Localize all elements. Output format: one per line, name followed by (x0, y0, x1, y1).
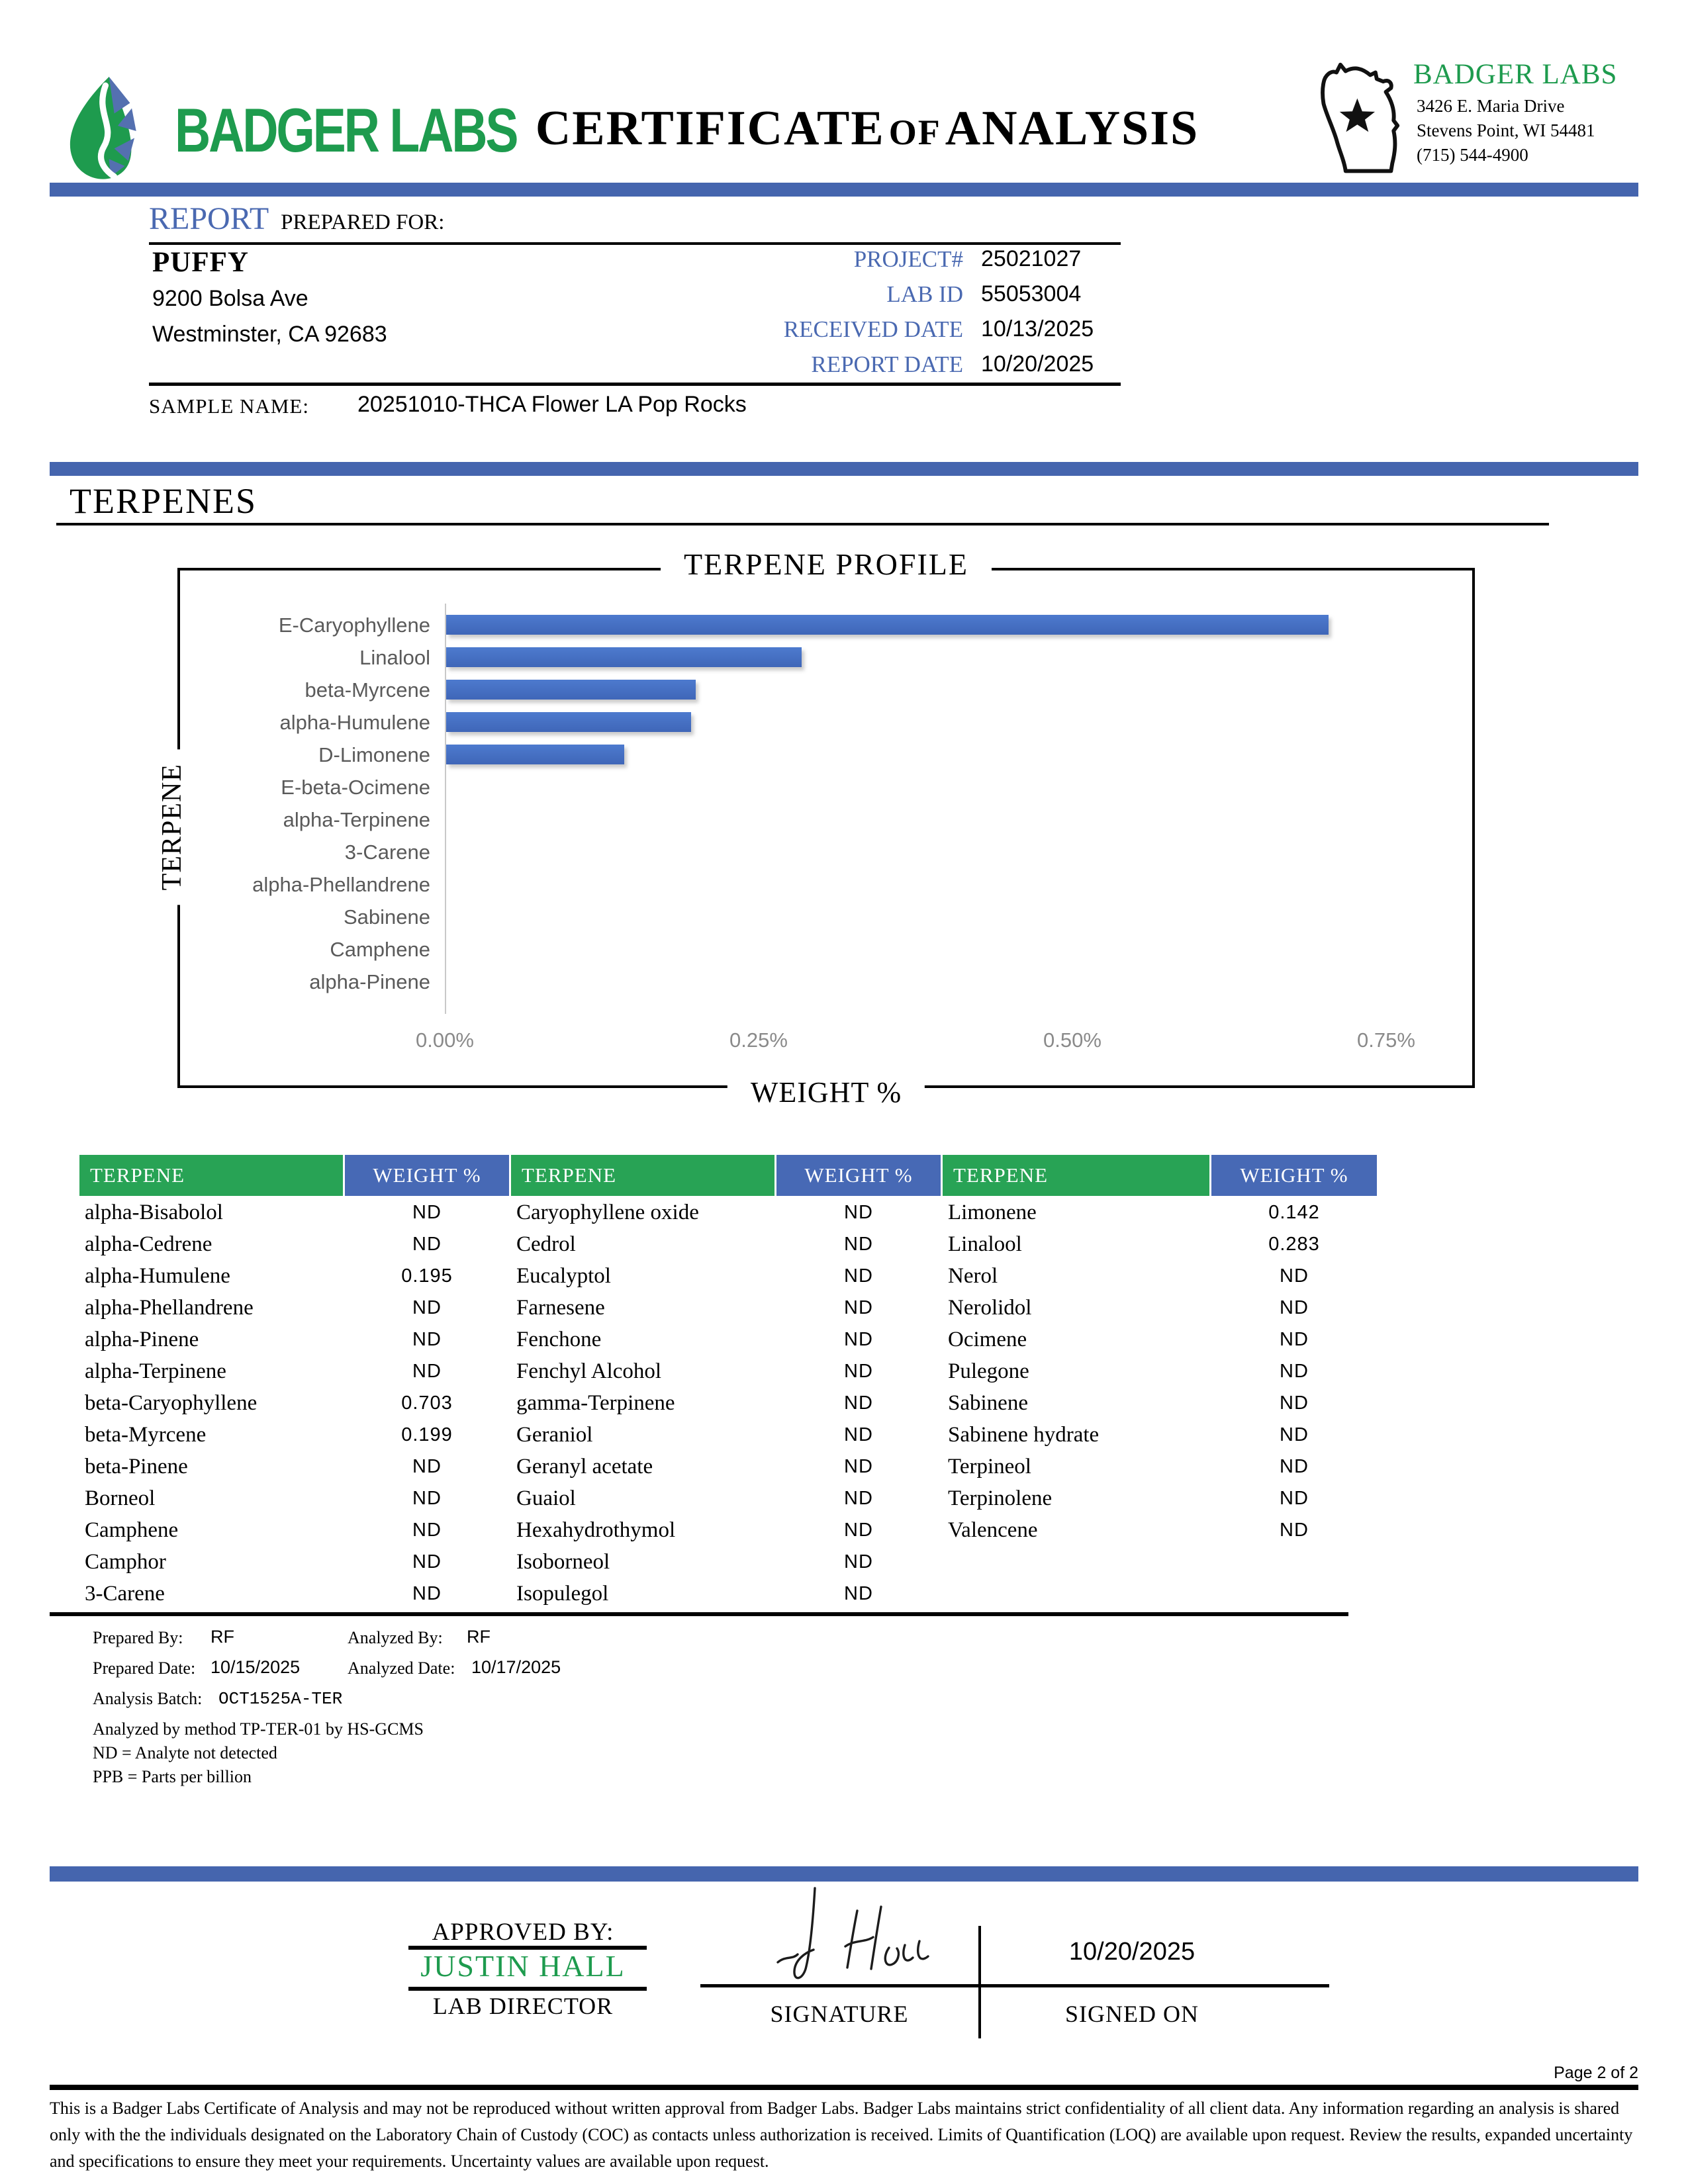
prepared-for-label: PREPARED FOR: (281, 210, 445, 234)
client-address-line1: 9200 Bolsa Ave (152, 286, 308, 311)
document-title: CERTIFICATE OF ANALYSIS (535, 101, 1199, 156)
terpene-profile-chart (157, 547, 1475, 1109)
chart-row (180, 836, 1472, 868)
client-address-line2: Westminster, CA 92683 (152, 322, 387, 347)
table-weight-cell: ND (844, 1202, 873, 1223)
table-terpene-cell: Fenchone (516, 1328, 602, 1351)
table-terpene-cell: alpha-Terpinene (85, 1359, 226, 1383)
table-header-cell: WEIGHT % (345, 1155, 509, 1196)
table-terpene-cell: Limonene (948, 1201, 1037, 1224)
table-weight-cell (1211, 1577, 1377, 1609)
section-divider-band (50, 462, 1638, 476)
table-terpene-cell: Camphene (85, 1518, 179, 1542)
chart-bar (446, 647, 802, 667)
chart-row (180, 868, 1472, 901)
chart-bar-track (442, 674, 1472, 706)
chart-row (180, 706, 1472, 739)
chart-category-label: beta-Myrcene (305, 678, 430, 702)
table-terpene-cell: Valencene (948, 1518, 1038, 1542)
table-weight-cell: ND (1280, 1424, 1309, 1445)
table-weight-cell: ND (844, 1329, 873, 1350)
chart-x-tick-label: 0.50% (1043, 1028, 1102, 1052)
table-terpene-cell: Isoborneol (516, 1550, 610, 1574)
table-weight-cell: ND (412, 1583, 442, 1604)
table-header-cell: TERPENE (79, 1155, 343, 1196)
analysis-batch-label: Analysis Batch: (93, 1689, 203, 1708)
sample-name-value: 20251010-THCA Flower LA Pop Rocks (357, 392, 747, 417)
chart-category-label: 3-Carene (344, 840, 430, 864)
table-weight-cell: ND (1280, 1297, 1309, 1318)
table-weight-cell: ND (412, 1202, 442, 1223)
analyzed-by-value: RF (467, 1627, 491, 1647)
table-terpene-cell: Sabinene hydrate (948, 1423, 1100, 1447)
table-weight-cell: ND (412, 1234, 442, 1255)
table-terpene-cell: beta-Pinene (85, 1455, 188, 1479)
signed-on-date: 10/20/2025 (1068, 1938, 1196, 1966)
table-weight-cell: ND (412, 1456, 442, 1477)
chart-category-label: alpha-Pinene (309, 970, 430, 993)
signed-on-label: SIGNED ON (1065, 2001, 1199, 2027)
table-weight-cell: ND (412, 1488, 442, 1509)
table-weight-cell: ND (844, 1456, 873, 1477)
analyzed-by-label: Analyzed By: (348, 1628, 443, 1647)
analyzed-date-value: 10/17/2025 (471, 1657, 561, 1677)
lab-id-value: 55053004 (981, 281, 1082, 306)
table-weight-cell: ND (844, 1424, 873, 1445)
table-weight-cell: ND (844, 1551, 873, 1572)
signature-image (751, 1883, 957, 1992)
ppb-note: PPB = Parts per billion (93, 1767, 252, 1786)
rule (56, 523, 1549, 525)
table-terpene-cell: alpha-Humulene (85, 1264, 230, 1288)
table-terpene-cell: Nerolidol (948, 1296, 1032, 1320)
table-weight-cell: ND (844, 1520, 873, 1541)
received-date-label: RECEIVED DATE (783, 316, 963, 342)
table-weight-cell: ND (1280, 1520, 1309, 1541)
chart-bar-track (442, 771, 1472, 803)
table-terpene-cell: Geranyl acetate (516, 1455, 653, 1479)
chart-title: TERPENE PROFILE (661, 547, 992, 582)
table-header-cell: TERPENE (511, 1155, 774, 1196)
report-label: REPORT (149, 201, 269, 236)
chart-bar-track (442, 609, 1472, 641)
table-terpene-cell: alpha-Phellandrene (85, 1296, 254, 1320)
signature-label: SIGNATURE (770, 2001, 909, 2027)
table-terpene-cell: Linalool (948, 1232, 1022, 1256)
chart-category-label: alpha-Phellandrene (252, 872, 430, 896)
table-weight-cell: ND (844, 1297, 873, 1318)
report-date-label: REPORT DATE (811, 351, 963, 377)
signature-line (700, 1984, 1329, 1987)
approver-title: LAB DIRECTOR (432, 1993, 614, 2019)
prepared-by-label: Prepared By: (93, 1628, 183, 1647)
project-value: 25021027 (981, 246, 1082, 271)
prepared-date-value: 10/15/2025 (211, 1657, 301, 1677)
header-divider-band (50, 183, 1638, 197)
rule (50, 2085, 1638, 2090)
table-terpene-cell: beta-Caryophyllene (85, 1391, 258, 1415)
chart-bar-track (442, 966, 1472, 998)
table-weight-cell: ND (412, 1551, 442, 1572)
logo-wordmark: BADGER LABS (175, 95, 517, 165)
table-weight-cell: ND (1280, 1392, 1309, 1414)
approver-name: JUSTIN HALL (420, 1949, 626, 1983)
table-header-cell: WEIGHT % (776, 1155, 941, 1196)
table-weight-cell: ND (1280, 1265, 1309, 1287)
chart-row (180, 739, 1472, 771)
rule (50, 1612, 1348, 1616)
table-terpene-cell: alpha-Cedrene (85, 1232, 212, 1256)
rule (408, 1987, 647, 1991)
lab-phone: (715) 544-4900 (1417, 145, 1528, 165)
lab-address-line2: Stevens Point, WI 54481 (1417, 120, 1595, 140)
client-name: PUFFY (152, 247, 249, 278)
chart-x-axis-label: WEIGHT % (727, 1075, 925, 1109)
table-terpene-cell: Terpinolene (948, 1486, 1053, 1510)
table-weight-cell: ND (844, 1265, 873, 1287)
table-terpene-cell: Terpineol (948, 1455, 1031, 1479)
chart-bar (446, 712, 691, 732)
table-weight-cell: ND (844, 1488, 873, 1509)
table-terpene-cell: Sabinene (948, 1391, 1028, 1415)
table-terpene-cell: alpha-Bisabolol (85, 1201, 223, 1224)
page-number: Page 2 of 2 (1554, 2064, 1638, 2082)
table-terpene-cell: alpha-Pinene (85, 1328, 199, 1351)
table-weight-cell: 0.199 (401, 1424, 453, 1445)
table-terpene-cell: Geraniol (516, 1423, 593, 1447)
terpenes-section-title: TERPENES (70, 481, 258, 521)
table-weight-cell: 0.195 (401, 1265, 453, 1287)
table-terpene-cell: Borneol (85, 1486, 156, 1510)
table-weight-cell: ND (844, 1234, 873, 1255)
report-section-heading (149, 201, 444, 237)
table-weight-cell: 0.703 (401, 1392, 453, 1414)
chart-row (180, 803, 1472, 836)
table-terpene-cell: Fenchyl Alcohol (516, 1359, 662, 1383)
chart-category-label: alpha-Terpinene (283, 807, 430, 831)
chart-bar (446, 680, 696, 700)
chart-row (180, 609, 1472, 641)
chart-bar-track (442, 868, 1472, 901)
vertical-divider (978, 1926, 981, 2038)
table-terpene-cell: Eucalyptol (516, 1264, 611, 1288)
project-label: PROJECT# (853, 246, 963, 272)
method-note: Analyzed by method TP-TER-01 by HS-GCMS (93, 1719, 424, 1739)
table-terpene-cell (943, 1577, 1209, 1609)
table-weight-cell: ND (844, 1583, 873, 1604)
chart-bar-track (442, 901, 1472, 933)
chart-bar-track (442, 836, 1472, 868)
table-terpene-cell: Guaiol (516, 1486, 576, 1510)
lab-id-label: LAB ID (886, 281, 963, 307)
lab-name: BADGER LABS (1413, 59, 1618, 90)
chart-bar (446, 615, 1329, 635)
terpene-results-table (79, 1155, 1379, 1609)
prepared-date-label: Prepared Date: (93, 1659, 196, 1678)
chart-row (180, 933, 1472, 966)
table-weight-cell: ND (412, 1520, 442, 1541)
table-terpene-cell: Hexahydrothymol (516, 1518, 676, 1542)
table-weight-cell (1211, 1545, 1377, 1577)
table-weight-cell: ND (844, 1361, 873, 1382)
table-terpene-cell: gamma-Terpinene (516, 1391, 675, 1415)
table-terpene-cell: Cedrol (516, 1232, 576, 1256)
chart-category-label: D-Limonene (318, 743, 430, 766)
rule (149, 242, 1121, 245)
chart-x-tick-label: 0.00% (416, 1028, 474, 1052)
table-terpene-cell: Ocimene (948, 1328, 1027, 1351)
chart-plot-area (180, 609, 1472, 998)
chart-category-label: alpha-Humulene (279, 710, 430, 734)
table-weight-cell: 0.142 (1268, 1202, 1320, 1223)
chart-row (180, 771, 1472, 803)
analyzed-date-label: Analyzed Date: (348, 1659, 455, 1678)
chart-bar-track (442, 641, 1472, 674)
chart-bar-track (442, 803, 1472, 836)
chart-category-label: E-Caryophyllene (278, 613, 430, 637)
table-weight-cell: ND (1280, 1329, 1309, 1350)
chart-row (180, 901, 1472, 933)
table-terpene-cell: Isopulegol (516, 1582, 609, 1606)
table-terpene-cell: Camphor (85, 1550, 166, 1574)
chart-category-label: Sabinene (343, 905, 430, 929)
chart-category-label: E-beta-Ocimene (281, 775, 430, 799)
chart-y-axis-label: TERPENE (156, 749, 188, 905)
table-weight-cell: ND (412, 1297, 442, 1318)
table-terpene-cell: Nerol (948, 1264, 998, 1288)
table-weight-cell: ND (1280, 1456, 1309, 1477)
table-header-cell: WEIGHT % (1211, 1155, 1377, 1196)
chart-x-tick-label: 0.75% (1357, 1028, 1415, 1052)
table-terpene-cell: 3-Carene (85, 1582, 165, 1606)
table-weight-cell: ND (412, 1329, 442, 1350)
table-terpene-cell (943, 1545, 1209, 1577)
chart-bar-track (442, 706, 1472, 739)
received-date-value: 10/13/2025 (981, 316, 1094, 341)
report-date-value: 10/20/2025 (981, 351, 1094, 377)
chart-x-tick-label: 0.25% (729, 1028, 788, 1052)
chart-category-label: Linalool (359, 645, 430, 669)
nd-note: ND = Analyte not detected (93, 1743, 277, 1762)
analysis-batch-value: OCT1525A-TER (218, 1689, 343, 1709)
table-terpene-cell: Farnesene (516, 1296, 605, 1320)
prepared-by-value: RF (211, 1627, 234, 1647)
chart-bar-track (442, 933, 1472, 966)
rule (149, 383, 1121, 386)
chart-category-label: Camphene (330, 937, 430, 961)
table-header-cell: TERPENE (943, 1155, 1209, 1196)
table-weight-cell: ND (1280, 1488, 1309, 1509)
table-terpene-cell: beta-Myrcene (85, 1423, 207, 1447)
table-weight-cell: 0.283 (1268, 1234, 1320, 1255)
chart-row (180, 641, 1472, 674)
approved-by-label: APPROVED BY: (432, 1919, 614, 1946)
table-weight-cell: ND (412, 1361, 442, 1382)
table-terpene-cell: Caryophyllene oxide (516, 1201, 699, 1224)
table-weight-cell: ND (1280, 1361, 1309, 1382)
leaf-logo-icon (53, 71, 167, 189)
sample-name-label: SAMPLE NAME: (149, 394, 309, 418)
table-weight-cell: ND (844, 1392, 873, 1414)
chart-row (180, 674, 1472, 706)
disclaimer-text: This is a Badger Labs Certificate of Analysis and may not be reproduced without written approval from Badger Labs. Badger Labs maintains strict confidentiality of all client data. Any information regarding an analysis is shared only with the the individuals designated on the Laboratory Chain of Custody (COC) as contacts unless authorization is received. Limits of Quantification (LOQ) are available upon request. Review the results, expanded uncertainty and specifications to ensure they meet your requirements. Uncertainty values are available upon request. (50, 2099, 1633, 2171)
chart-bar-track (442, 739, 1472, 771)
chart-bar (446, 745, 624, 764)
table-terpene-cell: Pulegone (948, 1359, 1029, 1383)
approval-divider-band (50, 1866, 1638, 1882)
lab-address (1417, 94, 1595, 167)
lab-address-line1: 3426 E. Maria Drive (1417, 96, 1565, 116)
chart-row (180, 966, 1472, 998)
